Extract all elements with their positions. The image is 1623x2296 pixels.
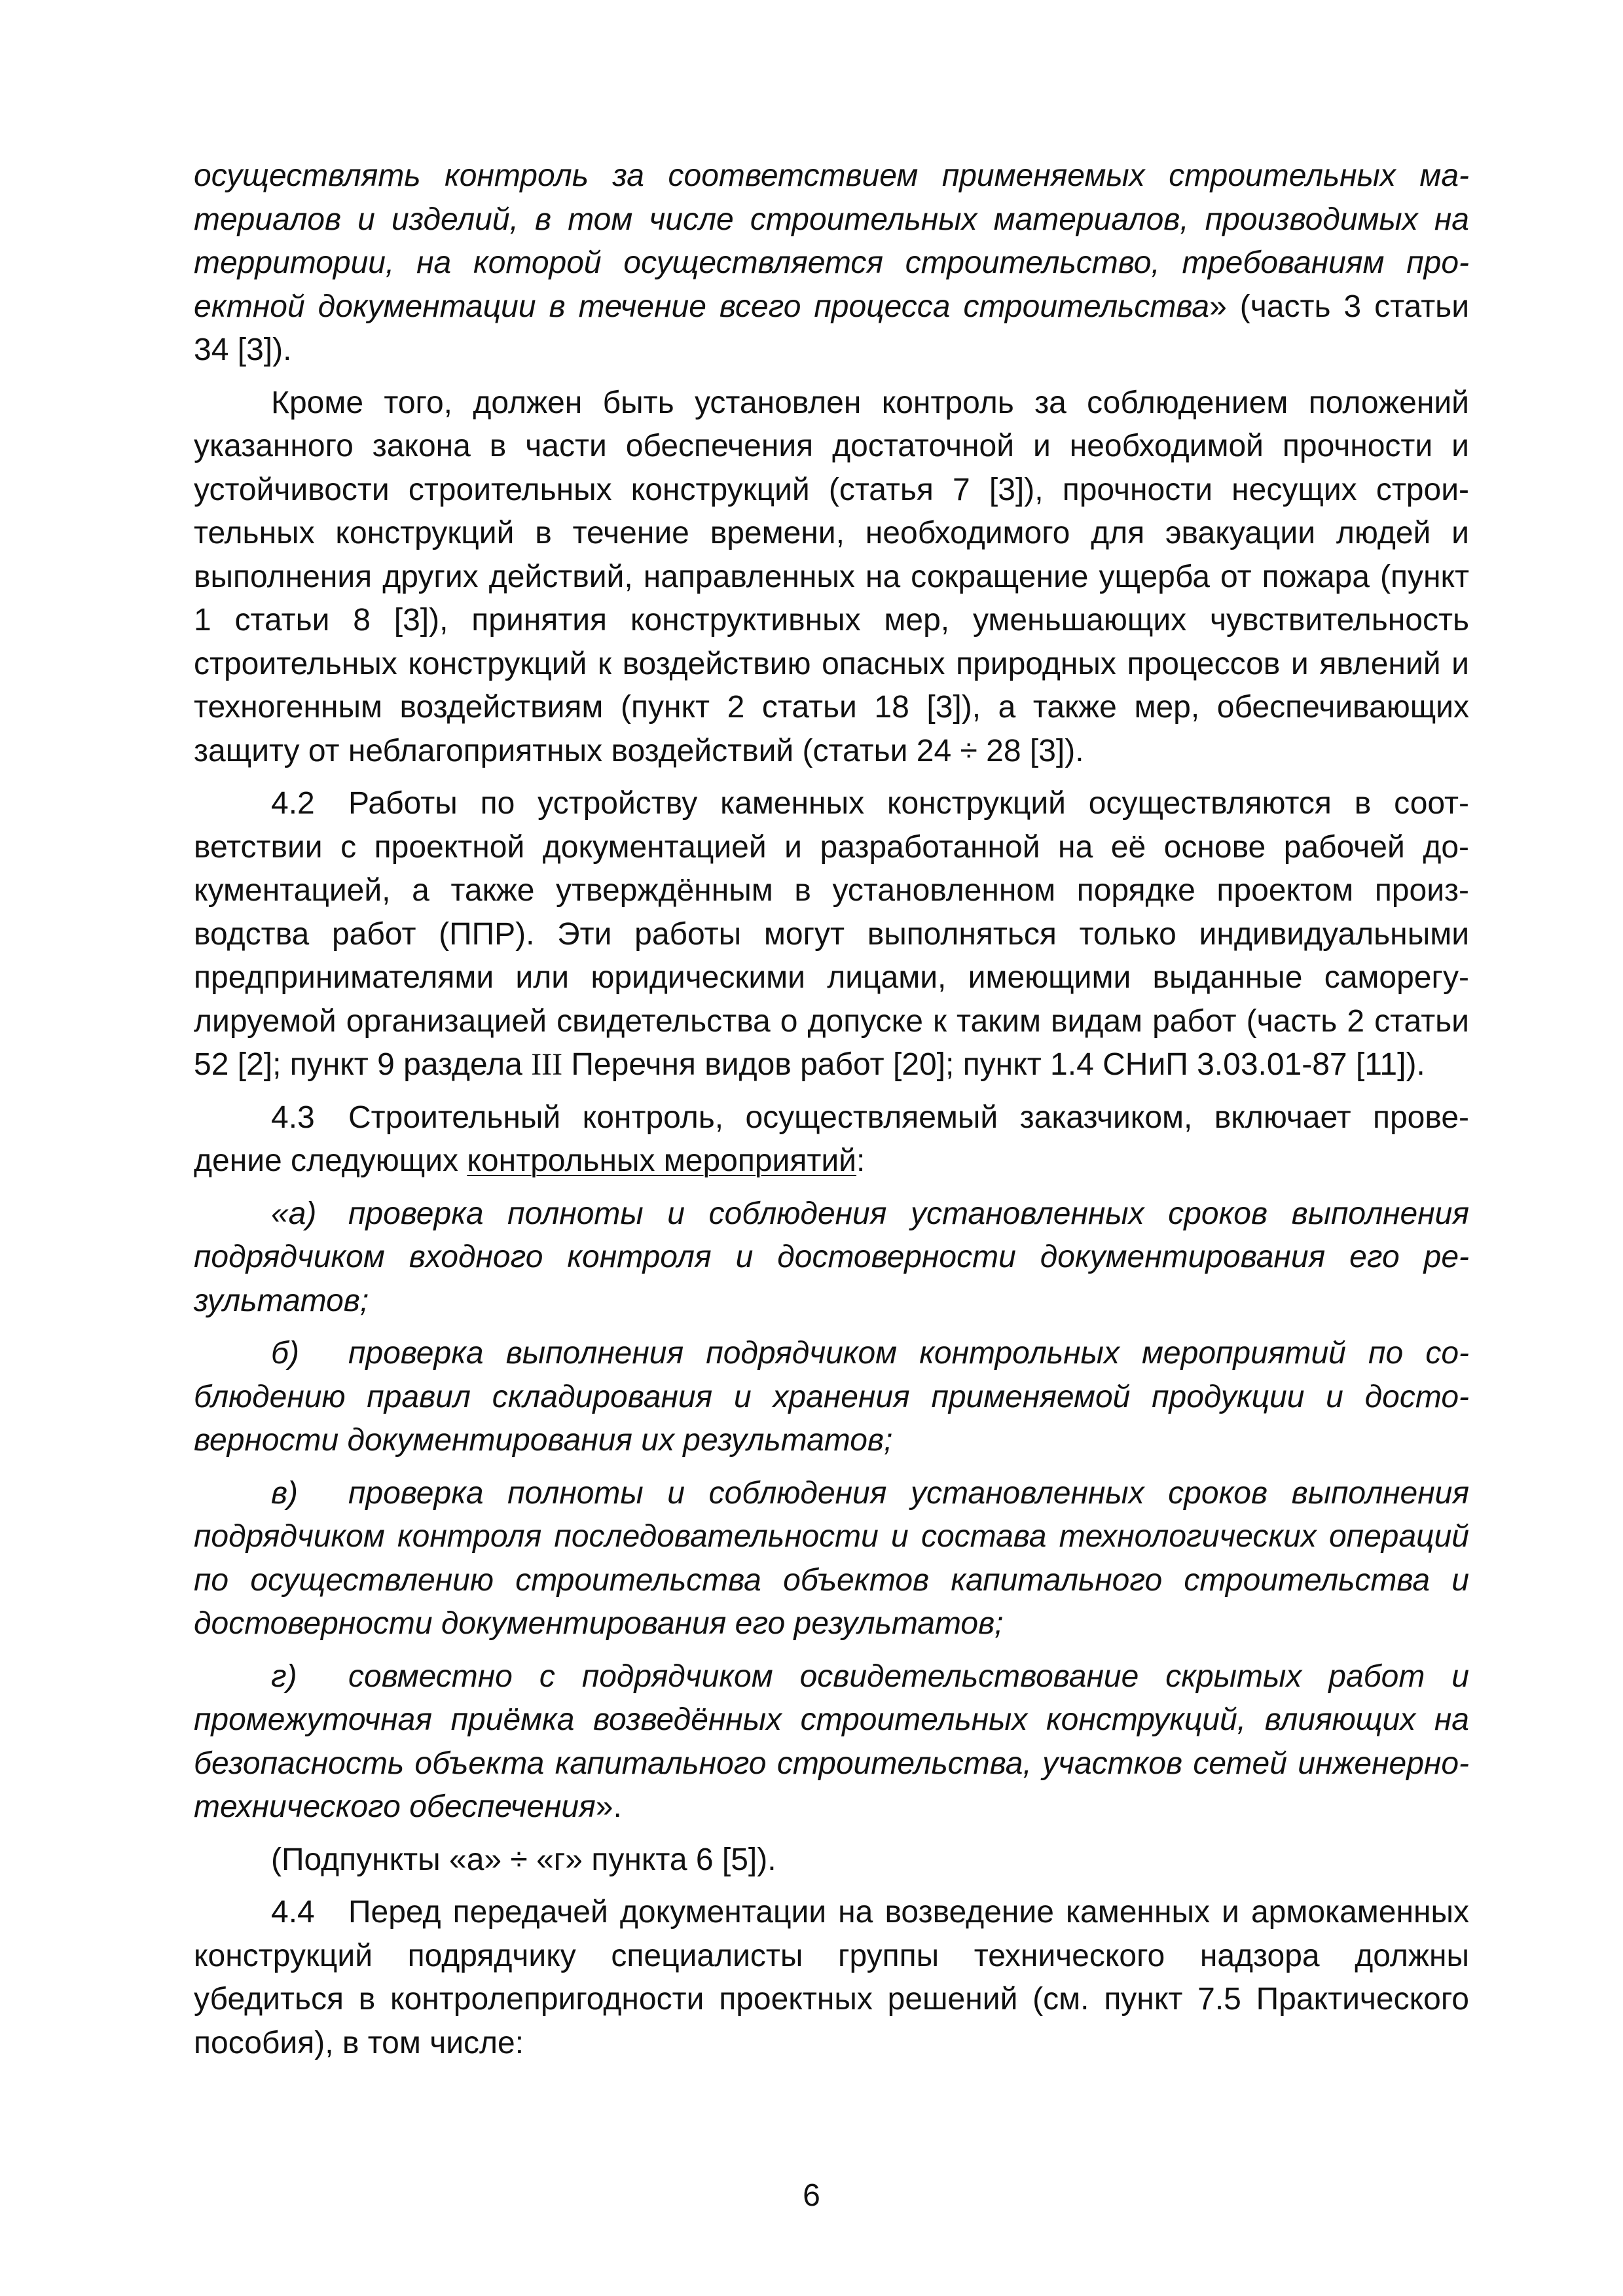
page-body (194, 154, 1469, 2074)
roman-numeral: III (531, 1047, 563, 1082)
underlined-term: контрольных мероприятий (467, 1143, 856, 1178)
quote-close: ». (595, 1789, 622, 1824)
list-item-text: проверка полноты и соблюдения установленных сроков выполнения подрядчиком контроля последовательности и состава технологических операций по осуществлению строительства объектов капитального строительства и достоверности документирования его результатов; (194, 1475, 1469, 1641)
list-item-v (194, 1472, 1469, 1646)
section-number: 4.4 (271, 1895, 315, 1929)
section-4-2-text-a: Работы по устройству каменных конструкций осуществляются в соответствии с проектной документацией и разработанной на её основе рабочей документацией, а также утверждённым в установленном порядке проектом производства работ (ППР). Эти работы могут выполняться только индивидуальными предпринимателями или юридическими лицами, имеющими выданные саморегулируемой организацией свидетельства о допуске к таким видам работ (часть 2 статьи 52 [2]; пункт 9 раздела (194, 786, 1469, 1082)
list-item-text: проверка выполнения подрядчиком контрольных мероприятий по соблюдению правил складирования и хранения применяемой продукции и достоверности документирования их результатов; (194, 1336, 1469, 1458)
list-item-text: проверка полноты и соблюдения установленных сроков выполнения подрядчиком входного контроля и достоверности документирования его результатов; (194, 1196, 1469, 1318)
list-item-label: «а) (271, 1196, 317, 1231)
list-item-text: совместно с подрядчиком освидетельствование скрытых работ и промежуточная приёмка возведённых строительных конструкций, влияющих на безопасность объекта капитального строительства, участков сетей инженерно-технического обеспечения (194, 1659, 1469, 1824)
list-item-g (194, 1655, 1469, 1829)
section-4-4 (194, 1891, 1469, 2065)
section-4-3-text: Строительный контроль, осуществляемый заказчиком, включает проведение следующих (194, 1100, 1469, 1178)
section-4-4-text: Перед передачей документации на возведение каменных и армокаменных конструкций подрядчику специалисты группы технического надзора должны убедиться в контролепригодности проектных решений (см. пункт 7.5 Практического пособия), в том числе: (194, 1895, 1469, 2060)
quote-italic-text: осуществлять контроль за соответствием применяемых строительных материалов и изделий, в том числе строительных материалов, производимых на территории, на которой осуществляется строительство, требованиям проектной документации в течение всего процесса строительства (194, 158, 1469, 324)
section-number: 4.3 (271, 1100, 315, 1135)
subpoints-note: (Подпункты «а» ÷ «г» пункта 6 [5]). (271, 1842, 776, 1877)
quote-citation: » (часть 3 статьи 34 [3]). (194, 289, 1470, 367)
section-4-3 (194, 1096, 1469, 1183)
page-number: 6 (803, 2178, 820, 2213)
paragraph-additional-control: Кроме того, должен быть установлен контроль за соблюдением положений указанного закона в части обеспечения достаточной и необходимой прочности и устойчивости строительных конструкций (статья 7 [3]), прочности несущих строительных конструкций в течение времени, необходимого для эвакуации людей и выполнения других действий, направленных на сокращение ущерба от пожара (пункт 1 статьи 8 [3]), принятия конструктивных мер, уменьшающих чувствительность строительных конструкций к воздействию опасных природных процессов и явлений и техногенным воздействиям (пункт 2 статьи 18 [3]), а также мер, обеспечивающих защиту от неблагоприятных воздействий (статьи 24 ÷ 28 [3]). (194, 385, 1469, 768)
list-item-a (194, 1193, 1469, 1323)
section-4-2 (194, 782, 1469, 1087)
section-4-3-colon: : (856, 1143, 866, 1178)
list-item-b (194, 1332, 1469, 1463)
list-item-label: г) (271, 1659, 297, 1694)
section-number: 4.2 (271, 786, 315, 821)
list-item-label: б) (271, 1336, 299, 1371)
section-4-2-text-b: Перечня видов работ [20]; пункт 1.4 СНиП 3.03.01-87 [11]). (571, 1047, 1425, 1082)
list-item-label: в) (271, 1475, 299, 1511)
paragraph-quote-continuation (194, 154, 1469, 372)
